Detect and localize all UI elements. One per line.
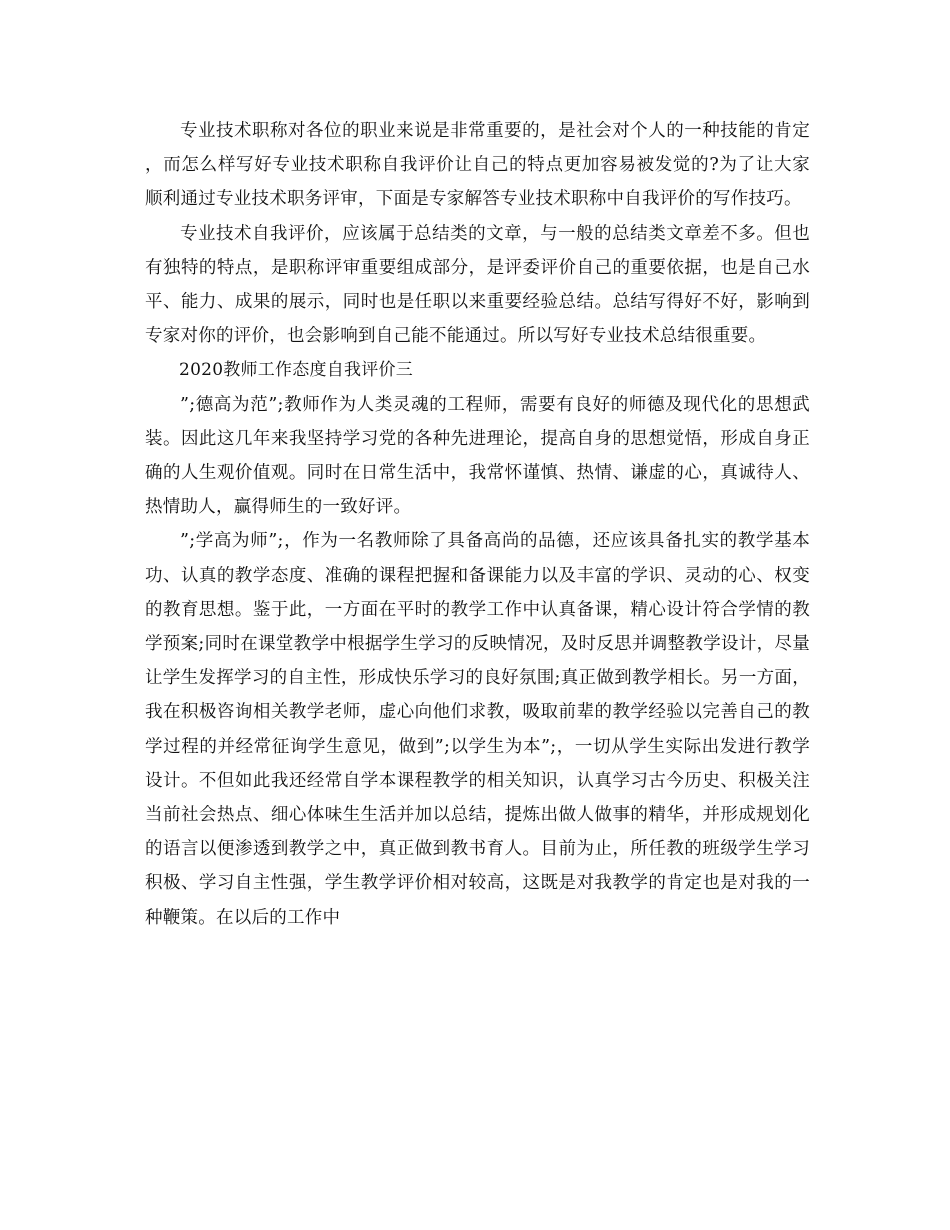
paragraph-self-evaluation: 专业技术自我评价，应该属于总结类的文章，与一般的总结类文章差不多。但也有独特的特点，是职称评审重要组成部分，是评委评价自己的重要依据，也是自己水平、能力、成果的展示，同时也是任职以来重要经验总结。总结写得好不好，影响到专家对你的评价，也会影响到自己能不能通过。所以写好专业技术总结很重要。 [145, 223, 810, 347]
paragraph-morality: ”;德高为范”;教师作为人类灵魂的工程师，需要有良好的师德及现代化的思想武装。因此这几年来我坚持学习党的各种先进理论，提高自身的思想觉悟，形成自身正确的人生观价值观。同时在日常生活中，我常怀谨慎、热情、谦虚的心，真诚待人、热情助人，赢得师生的一致好评。 [145, 394, 810, 518]
paragraph-learning: ”;学高为师”;，作为一名教师除了具备高尚的品德，还应该具备扎实的教学基本功、认真的教学态度、准确的课程把握和备课能力以及丰富的学识、灵动的心、权变的教育思想。鉴于此，一方面在平时的教学工作中认真备课，精心设计符合学情的教学预案;同时在课堂教学中根据学生学习的反映情况，及时反思并调整教学设计，尽量让学生发挥学习的自主性，形成快乐学习的良好氛围;真正做到教学相长。另一方面，我在积极咨询相关教学老师，虚心向他们求教，吸取前辈的教学经验以完善自己的教学过程的并经常征询学生意见，做到”;以学生为本”;，一切从学生实际出发进行教学设计。不但如此我还经常自学本课程教学的相关知识，认真学习古今历史、积极关注当前社会热点、细心体味生生活并加以总结，提炼出做人做事的精华，并形成规划化的语言以便渗透到教学之中，真正做到教书育人。目前为止，所任教的班级学生学习积极、学习自主性强，学生教学评价相对较高，这既是对我教学的肯定也是对我的一种鞭策。在以后的工作中 [145, 531, 810, 928]
section-heading: 2020教师工作态度自我评价三 [179, 360, 414, 381]
paragraph-intro: 专业技术职称对各位的职业来说是非常重要的，是社会对个人的一种技能的肯定，而怎么样写好专业技术职称自我评价让自己的特点更加容易被发觉的?为了让大家顺利通过专业技术职务评审，下面是专家解答专业技术职称中自我评价的写作技巧。 [145, 121, 810, 210]
document-body [145, 114, 810, 935]
